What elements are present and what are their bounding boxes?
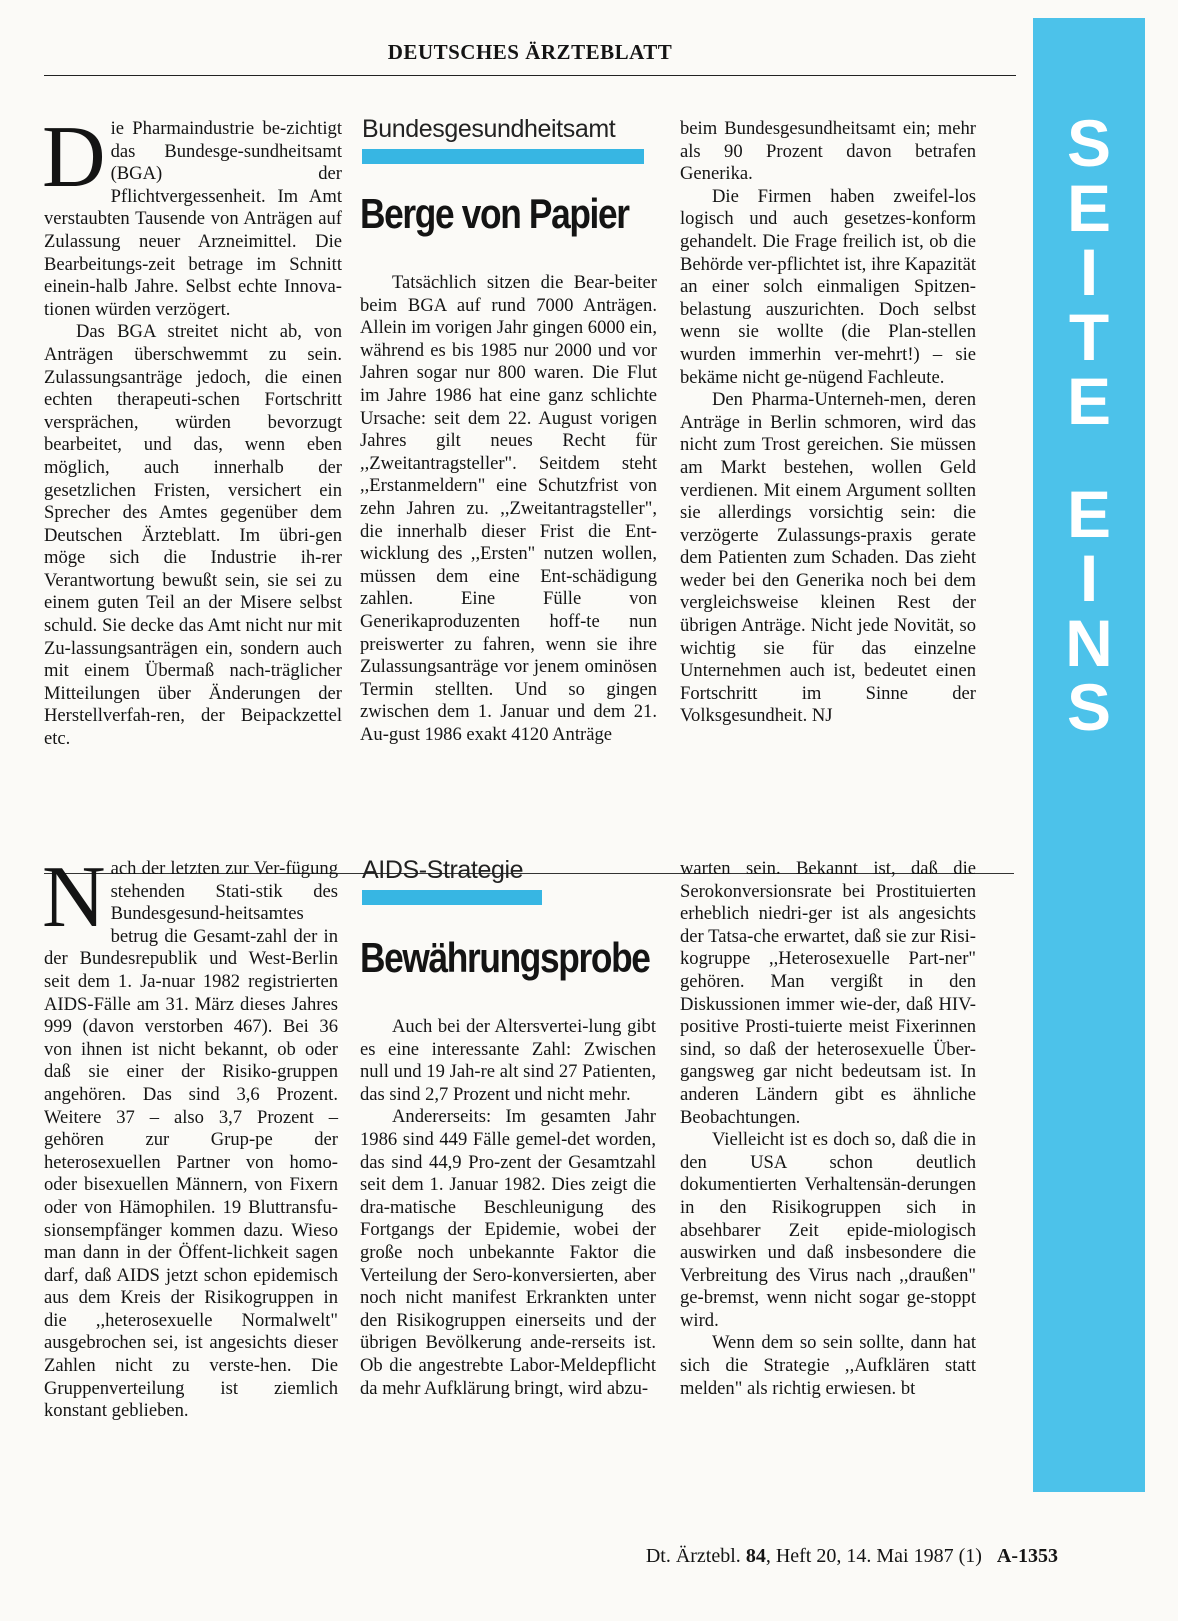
article1-kicker-bar — [362, 149, 644, 164]
article1-col3-p3: Den Pharma-Unterneh-men, deren Anträge in Berlin schmoren, wird das nicht zum Trost gereichen. Sie müssen am Markt bestehen, wollen Geld verdienen. Mit einem Argument sollten sie allerdings vorsichtig sein: die verzögerte Zulassungs-praxis gerate dem Patienten zum Schaden. Das zieht weder bei den Generika noch bei dem vergleichsweise kleinen Rest der übrigen Anträge. Nicht jede Novität, so wichtig sie für das einzelne Unternehmen auch ist, bedeutet einen Fortschritt im Sinne der Volksgesundheit. NJ — [680, 389, 976, 727]
article2-col2 — [360, 1016, 656, 1400]
masthead-rule — [44, 75, 1016, 76]
article2-kicker: AIDS-Strategie — [362, 856, 524, 884]
footer-page-number: A-1353 — [996, 1545, 1058, 1567]
banner-letter: I — [1079, 541, 1099, 615]
banner-letter: E — [1066, 364, 1112, 438]
article1-col2 — [360, 272, 657, 746]
article2-col3 — [680, 858, 976, 1400]
article2-headline: Bewährungsprobe — [360, 934, 650, 981]
article1-col3 — [680, 118, 976, 728]
banner-letter: T — [1068, 299, 1110, 374]
footer-issue: , Heft 20, 14. Mai 1987 (1) — [765, 1545, 982, 1567]
article2-col2-p1: Auch bei der Altersvertei-lung gibt es eine interessante Zahl: Zwischen null und 19 Jah-re alt sind 27 Patienten, das sind 2,7 Prozent und nicht mehr. — [360, 1016, 656, 1105]
article2-col1 — [42, 849, 338, 1423]
article1-dropcap: D — [42, 109, 106, 206]
article1-col1-p1 — [42, 109, 342, 321]
article1-col1 — [42, 109, 342, 751]
article2-col3-p3: Wenn dem so sein sollte, dann hat sich die Strategie ,,Aufklären statt melden" als richtig erwiesen. bt — [680, 1332, 976, 1399]
article2-col3-p2: Vielleicht ist es doch so, daß die in den USA schon deutlich dokumentierten Verhaltensän-derungen in den Risikogruppen sich in absehbarer Zeit epide-miologisch auswirken und daß insbesondere die Verbreitung des Virus nach ,,draußen" ge-bremst, wenn nicht sogar ge-stoppt wird. — [680, 1129, 976, 1331]
article2-col1-p1 — [42, 849, 338, 1423]
masthead: DEUTSCHES ÄRZTEBLATT — [387, 40, 673, 64]
article2-col1-text1: ach der letzten zur Ver-fügung stehenden Stati-stik des Bundesgesund-heitsamtes betrug die Gesamt-zahl der in der Bundesrepublik und West-Berlin seit dem 1. Ja-nuar 1982 registrierten AIDS-Fälle am 31. März dieses Jahres 999 (davon verstorben 467). Bei 36 von ihnen ist nicht bekannt, ob oder daß sie einer der Risiko-gruppen angehören. Das sind 3,6 Prozent. Weitere 37 – also 3,7 Prozent – gehören zur Grup-pe der heterosexuellen Partner von homo- oder bisexuellen Männern, von Fixern oder von Hämophilen. 19 Bluttransfu-sionsempfänger kommen dazu. Wieso man dann in der Öffent-lichkeit sagen darf, daß AIDS jetzt schon epidemisch aus dem Kreis der Risikogruppen in die ,,heterosexuelle Normalwelt" ausgebrochen sei, ist angesichts dieser Zahlen nicht zu verste-hen. Die Gruppenverteilung ist ziemlich konstant geblieben. — [44, 858, 338, 1422]
banner-letter: N — [1065, 605, 1113, 680]
banner-letter: S — [1066, 670, 1112, 744]
article1-col1-p2: Das BGA streitet nicht ab, von Anträgen überschwemmt zu sein. Zulassungsanträge jedoch, die einen echten therapeuti-schen Fortschritt versprächen, würden bevorzugt bearbeitet, und das, wenn eben möglich, auch innerhalb der gesetzlichen Fristen, versichert ein Sprecher des Amtes gegenüber dem Deutschen Ärzteblatt. Im übri-gen möge sich die Industrie ih-rer Verantwortung bewußt sein, sie sei zu einem guten Teil an der Misere selbst schuld. Sie decke das Amt nicht nur mit Zu-lassungsanträgen ein, sondern auch mit einem Übermaß nach-träglicher Mitteilungen über Änderungen der Herstellverfah-ren, der Beipackzettel etc. — [44, 321, 342, 750]
article1-col3-p2: Die Firmen haben zweifel-los logisch und auch gesetzes-konform gehandelt. Die Frage freilich ist, ob die Behörde ver-pflichtet ist, ihre Kapazität an einer solch einmaligen Spitzen-belastung auszurichten. Doch selbst wenn sie wollte (die Plan-stellen wurden immerhin ver-mehrt!) – sie bekäme nicht ge-nügend Fachleute. — [680, 185, 976, 388]
article1-headline: Berge von Papier — [360, 190, 629, 237]
footer-volume: 84 — [745, 1545, 766, 1567]
article2-kicker-bar — [362, 890, 542, 905]
article1-kicker: Bundesgesundheitsamt — [362, 115, 616, 143]
banner-letter: I — [1079, 235, 1099, 309]
footer-journal: Dt. Ärztebl. — [645, 1545, 741, 1567]
article2-col3-p1: warten sein. Bekannt ist, daß die Serokonversionsrate bei Prostituierten erheblich niedri-ger ist als angesichts der Tatsa-che erwartet, daß sie zur Risi-kogruppe ,,Heterosexuelle Part-ner" gehören. Man vergißt in den Diskussionen immer wie-der, daß HIV-positive Prosti-tuierte meist Fixerinnen sind, so daß der heterosexuelle Über-gangsweg gar nicht bedeutsam ist. In anderen Ländern gibt es ähnliche Beobachtungen. — [680, 858, 976, 1128]
banner-letter: E — [1066, 170, 1112, 245]
article2-col2-p2: Andererseits: Im gesamten Jahr 1986 sind 449 Fälle gemel-det worden, das sind 44,9 Pro-zent der Gesamtzahl seit dem 1. Januar 1982. Dies zeigt die dra-matische Beschleunigung des Fortgangs der Epidemie, wobei der große noch unbekannte Faktor die Verteilung der Sero-konversierten, aber noch nicht manifest Erkrankten unter den Risikogruppen einerseits und der übrigen Bevölkerung ande-rerseits ist. Ob die angestrebte Labor-Meldepflicht da mehr Aufklärung bringt, wird abzu- — [360, 1106, 656, 1399]
article1-col2-p1: Tatsächlich sitzen die Bear-beiter beim BGA auf rund 7000 Anträgen. Allein im vorigen Jahr gingen 6000 ein, während es bis 1985 nur 2000 und vor Jahren sogar nur 800 waren. Die Flut im Jahre 1986 hat eine ganz schlichte Ursache: seit dem 22. August vorigen Jahres gilt neues Recht für ,,Zweitantragsteller". Seitdem steht ,,Erstanmeldern" eine Schutzfrist von zehn Jahren zu. ,,Zweitantragsteller", die innerhalb dieser Frist die Ent-wicklung des ,,Ersten" nutzen wollen, müssen dem eine Ent-schädigung zahlen. Eine Fülle von Generikaproduzenten hoff-te nun preiswerter zu fahren, wenn sie ihre Zulassungsanträge vor jenem ominösen Termin stellten. Und so gingen zwischen dem 1. Januar und dem 21. Au-gust 1986 exakt 4120 Anträge — [360, 272, 657, 745]
article1-col3-p1: beim Bundesgesundheitsamt ein; mehr als 90 Prozent davon betrafen Generika. — [680, 118, 976, 185]
banner-letters — [1033, 106, 1145, 744]
article1-col1-text1: ie Pharmaindustrie be-zichtigt das Bundesge-sundheitsamt (BGA) der Pflichtvergessenheit. Im Amt verstaubten Tausende von Anträgen auf Zulassung neuer Arzneimittel. Die Bearbeitungs-zeit betrage im Schnitt einein-halb Jahre. Selbst echte Innova-tionen würden verzögert. — [44, 118, 342, 320]
banner-letter: E — [1066, 476, 1112, 551]
page-footer — [646, 1545, 1058, 1568]
banner-letter: S — [1066, 106, 1112, 180]
article2-dropcap: N — [42, 849, 106, 946]
seite-eins-banner — [1033, 18, 1145, 1492]
